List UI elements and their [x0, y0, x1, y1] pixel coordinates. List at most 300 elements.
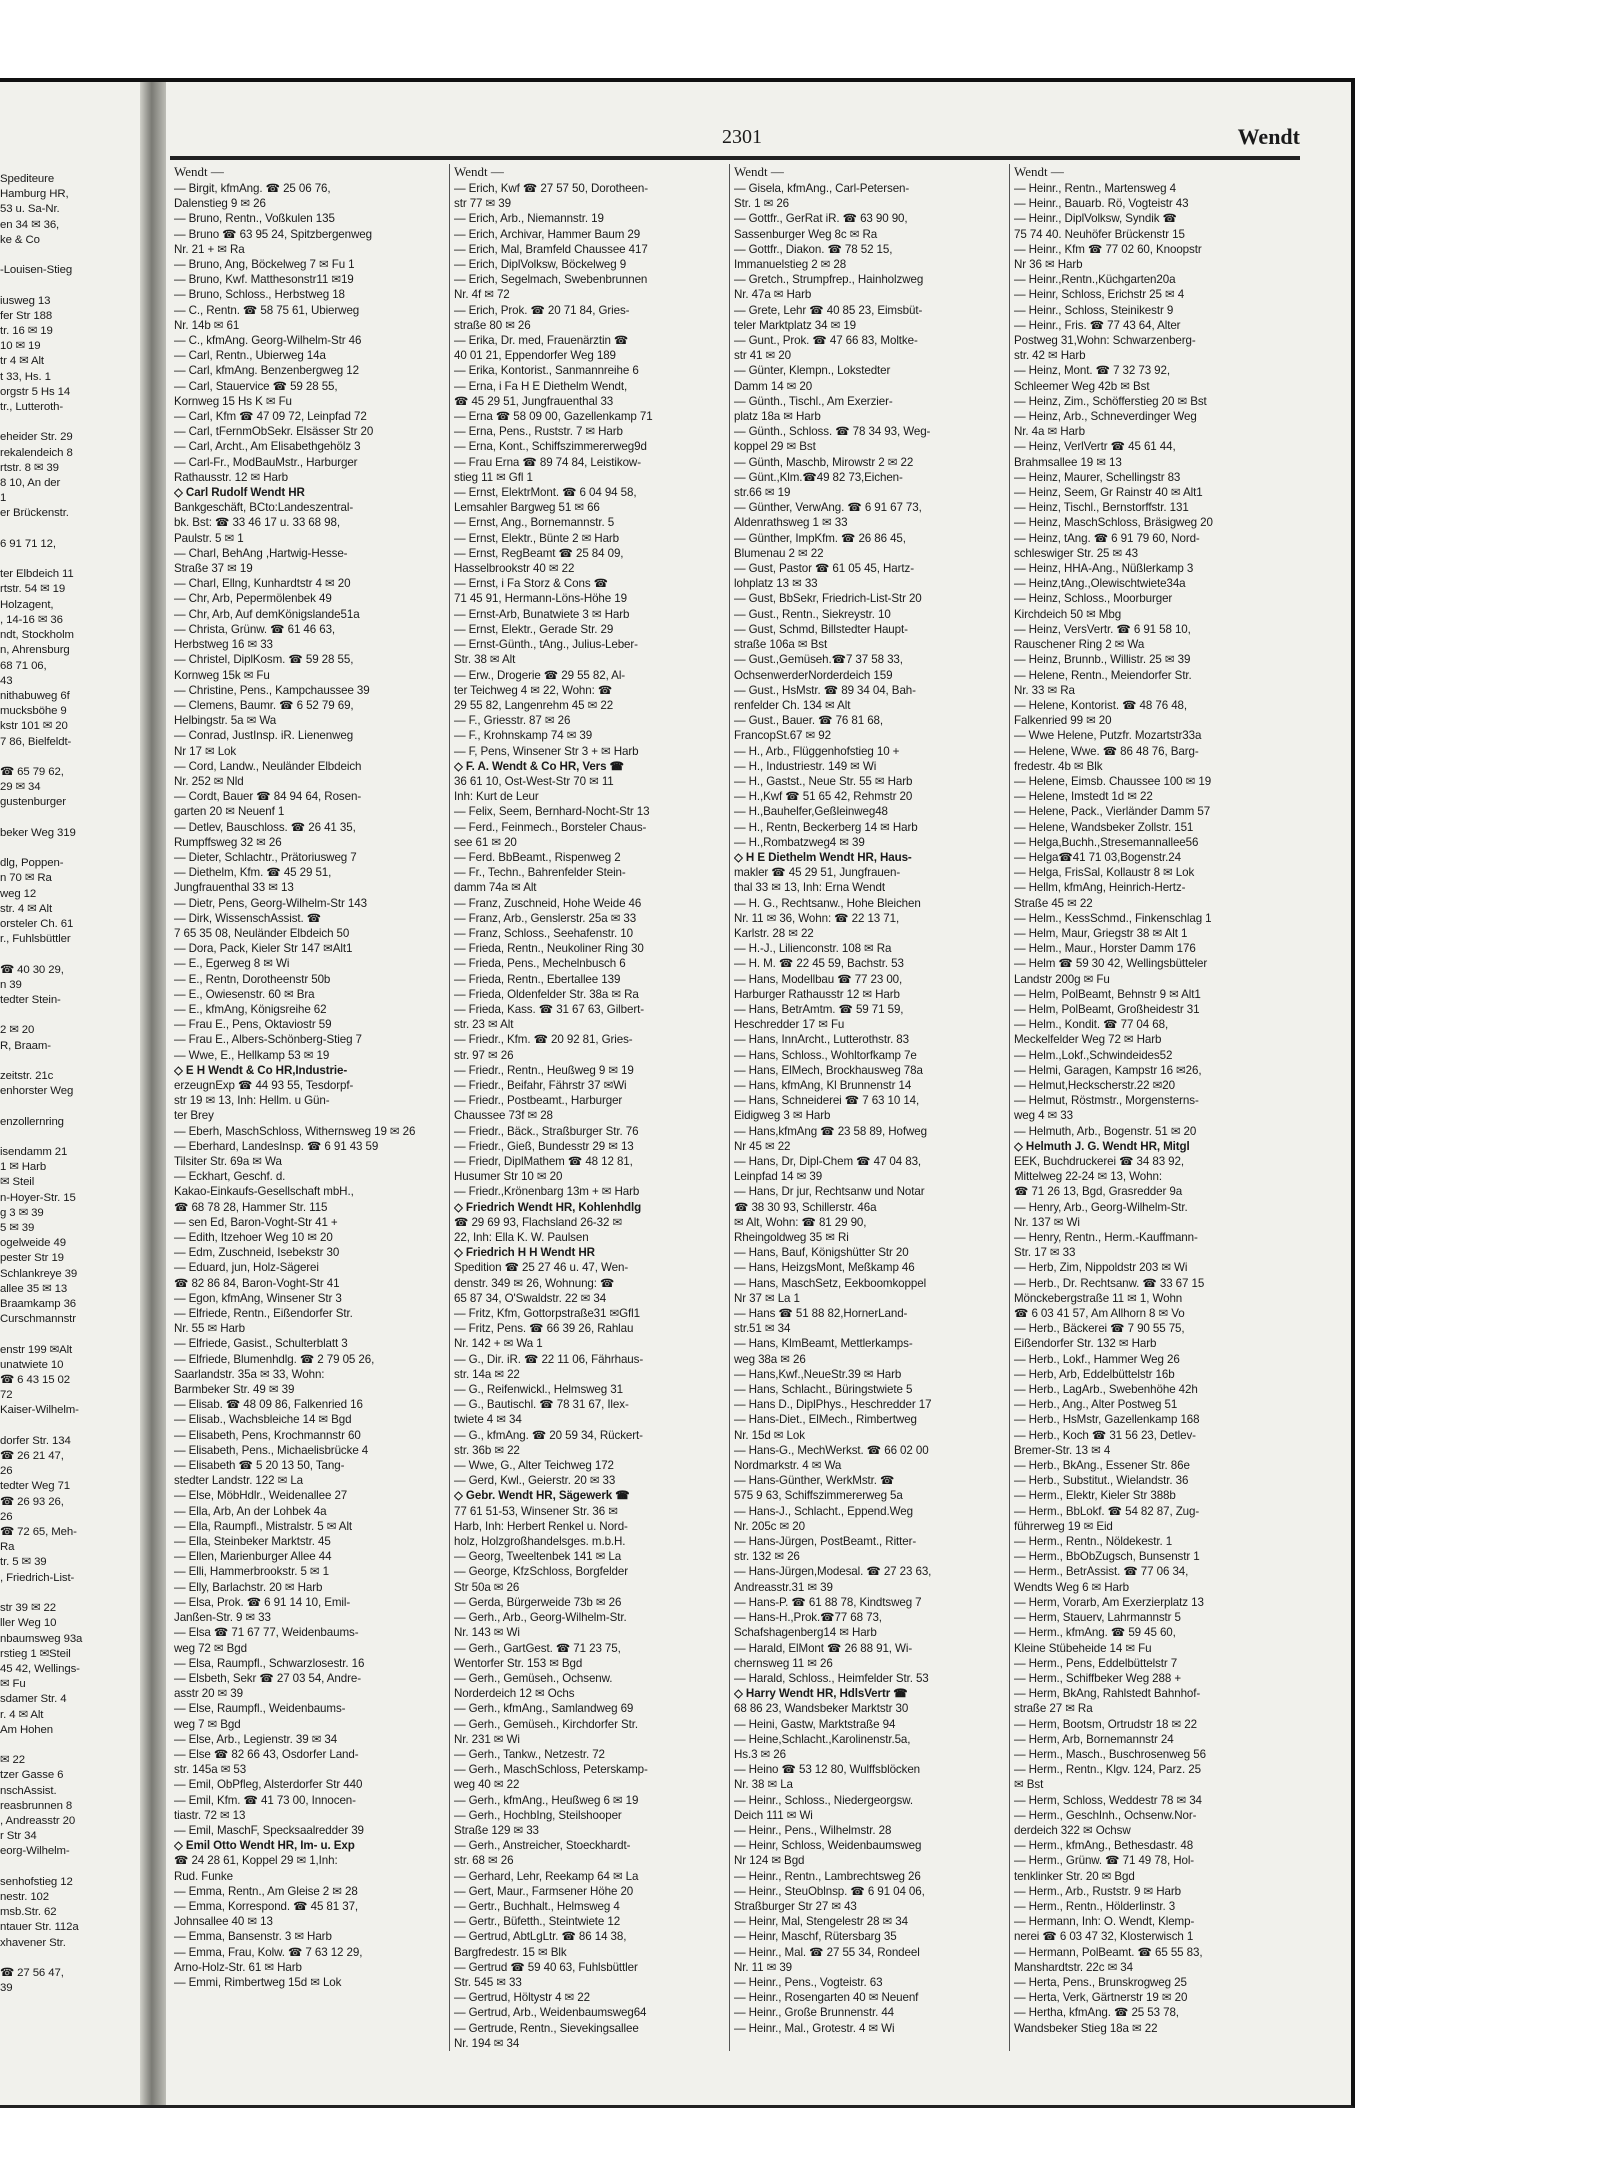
directory-entry-line: — Erw., Drogerie ☎ 29 55 82, Al- — [454, 668, 626, 682]
directory-entry-line: — Fritz, Pens. ☎ 66 39 26, Rahlau — [454, 1322, 634, 1336]
directory-entry-line: — Franz, Arb., Genslerstr. 25a ✉ 33 — [454, 911, 637, 925]
directory-entry-line: — Elsa ☎ 71 67 77, Weidenbaums- — [174, 1626, 359, 1640]
column-2 — [450, 164, 730, 2051]
directory-entry-line: — Hans ☎ 51 88 82,HornerLand- — [734, 1307, 908, 1321]
left-page-fragment-line: tedter Weg 71 — [0, 1480, 71, 1493]
left-page-fragment-line: ☎ 26 93 26, — [0, 1495, 64, 1508]
directory-entry-line: Andreasstr.31 ✉ 39 — [734, 1580, 833, 1594]
directory-entry-line: — Ernst, i Fa Storz & Cons ☎ — [454, 577, 609, 591]
directory-entry-line: weg 40 ✉ 22 — [454, 1778, 520, 1792]
left-page-fragment-line: 7 86, Bielfeldt- — [0, 735, 72, 748]
directory-entry-line: — Gertrud, Arb., Weidenbaumsweg64 — [454, 2006, 647, 2020]
directory-entry-line: — Henry, Arb., Georg-Wilhelm-Str. — [1014, 1200, 1188, 1214]
directory-entry-line: str. 132 ✉ 26 — [734, 1550, 800, 1564]
directory-entry-line: Aldenrathsweg 1 ✉ 33 — [734, 516, 848, 530]
directory-entry-line: — Erich, Archivar, Hammer Baum 29 — [454, 227, 641, 241]
left-page-fragment-line: , Andreasstr 20 — [0, 1814, 76, 1827]
directory-entry-line: — Erich, Kwf ☎ 27 57 50, Dorotheen- — [454, 182, 648, 195]
directory-entry-line: — Herb., Dr. Rechtsanw. ☎ 33 67 15 — [1014, 1276, 1205, 1290]
directory-entry-line: — Helene, Imstedt 1d ✉ 22 — [1014, 790, 1153, 804]
left-page-fragment-line: enhorster Weg — [0, 1085, 74, 1098]
directory-entry-line: — Frau Erna ☎ 89 74 84, Leistikow- — [454, 455, 641, 469]
directory-entry-line: — Eberh, MaschSchloss, Withernsweg 19 ✉ 26 — [174, 1124, 416, 1138]
directory-entry-line: — Gerh., Arb., Georg-Wilhelm-Str. — [454, 1611, 627, 1625]
directory-entry-line: — Herm., Arb., Ruststr. 9 ✉ Harb — [1014, 1884, 1181, 1898]
directory-entry-line: Nr. 33 ✉ Ra — [1014, 683, 1075, 697]
firm-entry-line: ◇ H E Diethelm Wendt HR, Haus- — [734, 850, 912, 864]
directory-entry-line: — Herm., Pens, Eddelbüttelstr 7 — [1014, 1656, 1178, 1670]
directory-entry-line: — Ernst, Elektr., Bünte 2 ✉ Harb — [454, 531, 620, 545]
directory-entry-line: Hasselbrookstr 40 ✉ 22 — [454, 562, 575, 576]
directory-entry-line: ☎ 68 78 28, Hammer Str. 115 — [174, 1200, 328, 1214]
directory-entry-line: — Eberhard, LandesInsp. ☎ 6 91 43 59 — [174, 1139, 379, 1153]
left-page-fragment-line: n 70 ✉ Ra — [0, 872, 52, 885]
directory-entry-line: str. 14a ✉ 22 — [454, 1367, 520, 1381]
left-page-fragment-line: isendamm 21 — [0, 1146, 68, 1158]
directory-entry-line: — Diethelm, Kfm. ☎ 45 29 51, — [174, 866, 332, 880]
directory-entry-line: Nr 17 ✉ Lok — [174, 744, 237, 758]
left-page-fragment-line: weg 12 — [0, 887, 37, 900]
left-page-fragment-line: 6 91 71 12, — [0, 537, 56, 550]
directory-entry-line: Bremer-Str. 13 ✉ 4 — [1014, 1443, 1111, 1457]
directory-entry-line: denstr. 349 ✉ 26, Wohnung: ☎ — [454, 1276, 615, 1290]
directory-entry-line: — Carl-Fr., ModBauMstr., Harburger — [174, 455, 358, 469]
directory-entry-line: — Gust, Pastor ☎ 61 05 45, Hartz- — [734, 562, 914, 576]
directory-entry-line: 36 61 10, Ost-West-Str 70 ✉ 11 — [454, 774, 614, 788]
directory-entry-line: Kirchdeich 50 ✉ Mbg — [1014, 607, 1122, 621]
directory-entry-line: — Dieter, Schlachtr., Prätoriusweg 7 — [174, 850, 357, 864]
left-page-fragment-line — [0, 841, 140, 856]
directory-entry-line: — H.-J., Lilienconstr. 108 ✉ Ra — [734, 942, 892, 956]
left-page-fragment-line — [0, 248, 140, 263]
directory-entry-line: — Friedr.,Krönenbarg 13m + ✉ Harb — [454, 1185, 640, 1199]
directory-entry-line: — Elsa, Raumpfl., Schwarzlosestr. 16 — [174, 1656, 365, 1670]
left-page-fragment-line: zeitstr. 21c — [0, 1069, 54, 1082]
directory-entry-line: — Wwe, E., Hellkamp 53 ✉ 19 — [174, 1048, 330, 1062]
directory-entry-line: damm 74a ✉ Alt — [454, 881, 537, 895]
directory-entry-line: — Erika, Dr. med, Frauenärztin ☎ — [454, 334, 629, 348]
left-page-fragment-line: ller Weg 10 — [0, 1617, 57, 1630]
left-page-fragment-line — [0, 1586, 140, 1601]
directory-entry-line: Nr. 231 ✉ Wi — [454, 1732, 520, 1746]
left-page-fragment-line: ndt, Stockholm — [0, 629, 74, 642]
directory-entry-line: — Helm, PolBeamt, Großheidestr 31 — [1014, 1002, 1200, 1016]
directory-entry-line: — Carl, Rentn., Ubierweg 14a — [174, 349, 326, 363]
directory-entry-line: Harburger Rathausstr 12 ✉ Harb — [734, 987, 900, 1001]
directory-entry-line: — Herm., Schiffbeker Weg 288 + — [1014, 1671, 1182, 1685]
directory-entry-line: — H., Rentn, Beckerberg 14 ✉ Harb — [734, 820, 918, 834]
directory-entry-line: Damm 14 ✉ 20 — [734, 379, 813, 393]
directory-entry-line: — Günther, VerwAng. ☎ 6 91 67 73, — [734, 501, 922, 515]
left-page-fragment-line: ✉ Fu — [0, 1678, 26, 1691]
directory-entry-line: FrancopSt.67 ✉ 92 — [734, 729, 831, 743]
directory-entry-line: — Heini, Gastw, Marktstraße 94 — [734, 1717, 896, 1731]
directory-entry-line: — Herm, BkAng, Rahlstedt Bahnhof- — [1014, 1687, 1201, 1701]
directory-entry-line: — Heinr., Mal. ☎ 27 55 34, Rondeel — [734, 1945, 920, 1959]
directory-entry-line: — H.,Kwf ☎ 51 65 42, Rehmstr 20 — [734, 790, 913, 804]
left-page-fragment-line: Braamkamp 36 — [0, 1298, 77, 1311]
directory-entry-line: Paulstr. 5 ✉ 1 — [174, 531, 244, 545]
left-page-fragment-line: Curschmannstr — [0, 1313, 76, 1326]
column-head: Wendt — — [734, 164, 784, 179]
directory-entry-line: ☎ 82 86 84, Baron-Voght-Str 41 — [174, 1276, 340, 1290]
directory-entry-line: — Carl, kfmAng. Benzenbergweg 12 — [174, 364, 359, 378]
directory-entry-line: — Herm., Rentn., Nöldekestr. 1 — [1014, 1535, 1173, 1549]
directory-entry-line: — Ernst, RegBeamt ☎ 25 84 09, — [454, 546, 624, 560]
directory-entry-line: Kornweg 15k ✉ Fu — [174, 668, 270, 682]
directory-entry-line: — Hans-Günther, WerkMstr. ☎ — [734, 1474, 895, 1488]
directory-entry-line: ☎ 38 30 93, Schillerstr. 46a — [734, 1200, 877, 1214]
directory-entry-line: Wentorfer Str. 153 ✉ Bgd — [454, 1656, 583, 1670]
directory-entry-line: — Heinz, Tischl., Bernstorffstr. 131 — [1014, 501, 1189, 515]
left-page-fragment-line: tedter Stein- — [0, 993, 61, 1006]
directory-entry-line: str.51 ✉ 34 — [734, 1322, 791, 1336]
left-page-fragment-line: R, Braam- — [0, 1039, 51, 1052]
directory-entry-line: — Erna, Pens., Ruststr. 7 ✉ Harb — [454, 425, 623, 439]
directory-entry-line: — Helga, FrisSal, Kollaustr 8 ✉ Lok — [1014, 866, 1195, 880]
directory-entry-line: — Heinr., Schloss, Steinikestr 9 — [1014, 303, 1174, 317]
directory-entry-line: — Friedr, DiplMathem ☎ 48 12 81, — [454, 1155, 633, 1168]
directory-entry-line: Dalenstieg 9 ✉ 26 — [174, 197, 266, 211]
directory-entry-line: Jungfrauenthal 33 ✉ 13 — [174, 881, 294, 895]
directory-entry-line: — Emmi, Rimbertweg 15d ✉ Lok — [174, 1975, 342, 1989]
directory-entry-line: — Heinr., SteuOblnsp. ☎ 6 91 04 06, — [734, 1884, 925, 1898]
directory-entry-line: — Hermann, Inh: O. Wendt, Klemp- — [1014, 1915, 1195, 1929]
left-page-fragment-line — [0, 1419, 140, 1434]
directory-entry-line: — Gust, BbSekr, Friedrich-List-Str 20 — [734, 592, 922, 606]
directory-entry-line: — Emma, Korrespond. ☎ 45 81 37, — [174, 1899, 359, 1913]
directory-entry-line: — Erna ☎ 58 09 00, Gazellenkamp 71 — [454, 410, 653, 424]
directory-entry-line: tenklinker Str. 20 ✉ Bgd — [1014, 1869, 1135, 1883]
left-page-fragment-line: Ra — [0, 1541, 15, 1554]
directory-entry-line: — Gerh., kfmAng., Heußweg 6 ✉ 19 — [454, 1793, 639, 1807]
column-4 — [1010, 164, 1290, 2051]
directory-entry-line: Schafshagenberg14 ✉ Harb — [734, 1626, 877, 1640]
directory-entry-line: str 41 ✉ 20 — [734, 349, 791, 363]
left-page-fragment-line: dlg, Poppen- — [0, 857, 64, 870]
directory-entry-line: Nr. 47a ✉ Harb — [734, 288, 812, 302]
directory-entry-line: Barmbeker Str. 49 ✉ 39 — [174, 1383, 295, 1397]
directory-entry-line: Rathausstr. 12 ✉ Harb — [174, 470, 288, 484]
firm-entry-line: ◇ Helmuth J. G. Wendt HR, Mitgl — [1014, 1139, 1190, 1153]
left-page-fragment-line: Holzagent, — [0, 598, 54, 611]
directory-entry-line: — Heinr., Rosengarten 40 ✉ Neuenf — [734, 1991, 919, 2005]
directory-entry-line: Nr. 11 ✉ 36, Wohn: ☎ 22 13 71, — [734, 911, 900, 925]
directory-entry-line: ☎ 45 29 51, Jungfrauenthal 33 — [454, 394, 614, 408]
directory-entry-line: ✉ Bst — [1014, 1778, 1044, 1792]
directory-entry-line: ter Brey — [174, 1109, 214, 1123]
directory-entry-line: teler Marktplatz 34 ✉ 19 — [734, 318, 857, 332]
directory-entry-line: — Gottfr., Diakon. ☎ 78 52 15, — [734, 242, 893, 256]
directory-entry-line: — Günther, ImpKfm. ☎ 26 86 45, — [734, 531, 906, 545]
directory-entry-line: Nr. 55 ✉ Harb — [174, 1322, 245, 1336]
directory-entry-line: — H.,Rombatzweg4 ✉ 39 — [734, 835, 865, 849]
left-page-fragment-line: 43 — [0, 674, 13, 687]
directory-entry-line: — Hellm, kfmAng, Heinrich-Hertz- — [1014, 881, 1186, 895]
left-page-fragment-line: allee 35 ✉ 13 — [0, 1282, 68, 1295]
directory-entry-line: — Helm, Maur, Griegstr 38 ✉ Alt 1 — [1014, 926, 1188, 940]
directory-entry-line: — Helm ☎ 59 30 42, Wellingsbütteler — [1014, 957, 1208, 971]
directory-entry-line: twiete 4 ✉ 34 — [454, 1413, 522, 1427]
directory-entry-line: — Franz, Schloss., Seehafenstr. 10 — [454, 926, 633, 940]
left-page-fragment-line: Hamburg HR, — [0, 188, 69, 201]
directory-entry-line: — Herta, Pens., Brunskrogweg 25 — [1014, 1975, 1187, 1989]
left-page-fragment-line: n 39 — [0, 978, 22, 991]
directory-entry-line: — Hans, Schloss., Wohltorfkamp 7e — [734, 1048, 917, 1062]
directory-entry-line: — E., Owiesenstr. 60 ✉ Bra — [174, 987, 315, 1001]
directory-entry-line: — Hans, Dr jur, Rechtsanw und Notar — [734, 1185, 925, 1199]
directory-entry-line: thal 33 ✉ 13, Inh: Erna Wendt — [734, 881, 885, 895]
directory-entry-line: Nordmarkstr. 4 ✉ Wa — [734, 1459, 842, 1473]
directory-entry-line: Nr 45 ✉ 22 — [734, 1139, 791, 1153]
directory-entry-line: — Helm, PolBeamt, Behnstr 9 ✉ Alt1 — [1014, 987, 1201, 1001]
directory-entry-line: — Charl, Ellng, Kunhardtstr 4 ✉ 20 — [174, 577, 351, 591]
firm-entry-line: ◇ Friedrich Wendt HR, Kohlenhdlg — [454, 1200, 642, 1214]
directory-entry-line: — Ferd. BbBeamt., Rispenweg 2 — [454, 850, 621, 864]
directory-entry-line: — Hans, Schneiderei ☎ 7 63 10 14, — [734, 1094, 920, 1108]
directory-entry-line: — Edm, Zuschneid, Isebekstr 30 — [174, 1246, 340, 1260]
directory-entry-line: — H., Industriestr. 149 ✉ Wi — [734, 759, 877, 773]
directory-entry-line: — Elsbeth, Sekr ☎ 27 03 54, Andre- — [174, 1671, 361, 1685]
left-page-fragment-line: Schlankreye 39 — [0, 1267, 78, 1280]
directory-entry-line: — Frau E., Albers-Schönberg-Stieg 7 — [174, 1033, 362, 1047]
directory-entry-line: OchsenwerderNorderdeich 159 — [734, 668, 893, 682]
directory-entry-line: str. 36b ✉ 22 — [454, 1443, 520, 1457]
left-page-fragment-line: ☎ 26 21 47, — [0, 1450, 64, 1463]
directory-entry-line: — Conrad, JustInsp. iR. Lienenweg — [174, 729, 354, 743]
directory-entry-line: — Dora, Pack, Kieler Str 147 ✉Alt1 — [174, 942, 353, 956]
directory-entry-line: — Gerh., Anstreicher, Stoeckhardt- — [454, 1839, 631, 1853]
directory-entry-line: — Elfriede, Gasist., Schulterblatt 3 — [174, 1337, 348, 1351]
directory-entry-line: — Frieda, Pens., Mechelnbusch 6 — [454, 957, 626, 971]
directory-entry-line: — Eckhart, Geschf. d. — [174, 1170, 286, 1184]
directory-entry-line: — Detlev, Bauschloss. ☎ 26 41 35, — [174, 820, 356, 834]
directory-entry-line: — Heinz, HHA-Ang., Nüßlerkamp 3 — [1014, 562, 1194, 576]
directory-entry-line: — H.,Bauhelfer,Geßleinweg48 — [734, 805, 888, 819]
directory-entry-line: — Elisab. ☎ 48 09 86, Falkenried 16 — [174, 1398, 363, 1412]
directory-entry-line: — Helm.,Lokf.,Schwindeides52 — [1014, 1048, 1173, 1062]
left-page-fragment-line — [0, 552, 140, 567]
column-1 — [170, 164, 450, 2051]
firm-entry-line: ◇ Friedrich H H Wendt HR — [454, 1246, 595, 1260]
directory-entry-line: — Heinr., DiplVolksw, Syndik ☎ — [1014, 212, 1177, 226]
directory-entry-line: stieg 11 ✉ Gfl 1 — [454, 470, 533, 484]
directory-entry-line: — Carl, Archt., Am Elisabethgehölz 3 — [174, 440, 361, 454]
left-page-fragment-line — [0, 750, 140, 765]
column-head: Wendt — — [454, 164, 504, 179]
left-page-fragment-line: msb.Str. 62 — [0, 1906, 57, 1919]
directory-entry-line: — Frieda, Rentn., Neukoliner Ring 30 — [454, 942, 644, 956]
directory-entry-line: — Herb., HsMstr, Gazellenkamp 168 — [1014, 1413, 1200, 1427]
directory-entry-line: Brahmsallee 19 ✉ 13 — [1014, 455, 1122, 469]
directory-entry-line: — Gerh., GartGest. ☎ 71 23 75, — [454, 1641, 621, 1655]
directory-entry-line: straße 27 ✉ Ra — [1014, 1702, 1093, 1716]
left-page-fragment-line: ntauer Str. 112a — [0, 1921, 79, 1934]
directory-entry-line: — Heinz, Mont. ☎ 7 32 73 92, — [1014, 364, 1170, 378]
directory-entry-line: platz 18a ✉ Harb — [734, 410, 821, 424]
directory-entry-line: Kleine Stübeheide 14 ✉ Fu — [1014, 1641, 1152, 1655]
directory-entry-line: Meckelfelder Weg 72 ✉ Harb — [1014, 1033, 1162, 1047]
directory-entry-line: — Hans, KlmBeamt, Mettlerkamps- — [734, 1337, 913, 1351]
left-page-fragment-line: mucksböhe 9 — [0, 705, 67, 718]
directory-entry-line: — Bruno, Schloss., Herbstweg 18 — [174, 288, 345, 302]
directory-entry-line: — George, KfzSchloss, Borgfelder — [454, 1565, 629, 1579]
directory-entry-line: führerweg 19 ✉ Eid — [1014, 1519, 1113, 1533]
directory-entry-line: — Gerh., MaschSchloss, Peterskamp- — [454, 1763, 648, 1777]
left-page-fragment-line: t 33, Hs. 1 — [0, 370, 51, 383]
left-page-fragment-line: gustenburger — [0, 796, 66, 809]
directory-entry-line: Harb, Inh: Herbert Renkel u. Nord- — [454, 1519, 628, 1533]
directory-entry-line: — Carl, Kfm ☎ 47 09 72, Leinpfad 72 — [174, 410, 367, 424]
directory-entry-line: Inh: Kurt de Leur — [454, 790, 539, 804]
directory-entry-line: — Heinr., Rentn., Lambrechtsweg 26 — [734, 1869, 921, 1883]
directory-entry-line: — Erich, Mal, Bramfeld Chaussee 417 — [454, 242, 648, 256]
left-page-fragment-line: sdamer Str. 4 — [0, 1693, 67, 1706]
directory-entry-line: — Ernst, Ang., Bornemannstr. 5 — [454, 516, 615, 530]
directory-entry-line: — Heinz, VerlVertr ☎ 45 61 44, — [1014, 440, 1176, 454]
left-page-fragment-line: str. 4 ✉ Alt — [0, 902, 53, 915]
directory-entry-line: — Hans-P. ☎ 61 88 78, Kindtsweg 7 — [734, 1595, 922, 1609]
column-head: Wendt — — [174, 164, 224, 179]
directory-entry-line: — Ernst-Arb, Bunatwiete 3 ✉ Harb — [454, 607, 630, 621]
directory-entry-line: 68 86 23, Wandsbeker Marktstr 30 — [734, 1702, 909, 1716]
directory-entry-line: — Harald, Schloss., Heimfelder Str. 53 — [734, 1671, 929, 1685]
directory-entry-line: — H., Arb., Flüggenhofstieg 10 + — [734, 744, 900, 758]
directory-entry-line: Nr. 205c ✉ 20 — [734, 1519, 805, 1533]
directory-entry-line: — Herm, Vorarb, Am Exerzierplatz 13 — [1014, 1595, 1204, 1609]
directory-entry-line: — Heinr, Schloss, Erichstr 25 ✉ 4 — [1014, 288, 1185, 302]
directory-entry-line: stedter Landstr. 122 ✉ La — [174, 1474, 304, 1488]
left-page-fragment-line: ☎ 6 43 15 02 — [0, 1374, 70, 1387]
directory-entry-line: fredestr. 4b ✉ Blk — [1014, 759, 1103, 773]
directory-entry-line: — Else, Arb., Legienstr. 39 ✉ 34 — [174, 1732, 338, 1746]
directory-entry-line: Bargfredestr. 15 ✉ Blk — [454, 1945, 567, 1959]
directory-entry-line: — Gertr., Buchhalt., Helmsweg 4 — [454, 1899, 620, 1913]
directory-entry-line: — Heinr., Pens., Wilhelmstr. 28 — [734, 1823, 892, 1837]
left-page-fragment-line: eheider Str. 29 — [0, 431, 73, 444]
directory-entry-line: Nr. 21 + ✉ Ra — [174, 242, 245, 256]
directory-entry-line: — Gerh., Gemüseh., Kirchdorfer Str. — [454, 1717, 638, 1731]
left-page-fragment-line — [0, 1327, 140, 1342]
directory-entry-line: 75 74 40. Neuhöfer Brückenstr 15 — [1014, 227, 1185, 241]
directory-entry-line: Nr 36 ✉ Harb — [1014, 258, 1083, 272]
directory-entry-line: — Herb, Arb, Eddelbüttelstr 16b — [1014, 1367, 1175, 1381]
directory-entry-line: — Ella, Steinbeker Marktstr. 45 — [174, 1535, 331, 1549]
directory-entry-line: — Ellen, Marienburger Allee 44 — [174, 1550, 332, 1564]
left-page-fragment-line: pester Str 19 — [0, 1252, 64, 1265]
firm-entry-line: ◇ Harry Wendt HR, HdlsVertr ☎ — [734, 1687, 908, 1701]
directory-entry-line: — Herb., Bäckerei ☎ 7 90 55 75, — [1014, 1322, 1185, 1336]
directory-entry-line: — Gertrud, Höltystr 4 ✉ 22 — [454, 1991, 590, 2005]
directory-entry-line: — Ferd., Feinmech., Borsteler Chaus- — [454, 820, 647, 834]
directory-entry-line: — Gertr., Büfetth., Steintwiete 12 — [454, 1915, 621, 1929]
header-rule — [170, 156, 1300, 160]
left-page-fragment-line: 1 — [0, 492, 7, 505]
directory-entry-line: — Herm., BetrAssist. ☎ 77 06 34, — [1014, 1565, 1189, 1579]
directory-entry-line: — Dirk, WissenschAssist. ☎ — [174, 911, 322, 925]
directory-entry-line: — Heinz, Seem, Gr Rainstr 40 ✉ Alt1 — [1014, 486, 1203, 500]
directory-entry-line: — F., Griesstr. 87 ✉ 26 — [454, 714, 571, 728]
directory-entry-line: — Gerh., kfmAng., Samlandweg 69 — [454, 1702, 634, 1716]
left-page-fragment-line: n-Hoyer-Str. 15 — [0, 1191, 76, 1204]
directory-entry-line: — Helm., Kondit. ☎ 77 04 68, — [1014, 1018, 1169, 1032]
left-page-fragment-line: nestr. 102 — [0, 1890, 50, 1903]
directory-entry-line: weg 7 ✉ Bgd — [174, 1717, 241, 1731]
directory-entry-line: — Cord, Landw., Neuländer Elbdeich — [174, 759, 362, 773]
directory-entry-line: Rheingoldweg 35 ✉ Ri — [734, 1231, 849, 1245]
directory-entry-line: Johnsallee 40 ✉ 13 — [174, 1915, 273, 1929]
left-page-fragment-line: 5 ✉ 39 — [0, 1222, 35, 1235]
left-page-fragment-line — [0, 1951, 140, 1966]
left-page-fragment-line: r. 4 ✉ Alt — [0, 1708, 44, 1721]
directory-entry-line: — Herm., kfmAng. ☎ 59 45 60, — [1014, 1626, 1176, 1640]
directory-entry-line: Str. 38 ✉ Alt — [454, 653, 516, 667]
directory-entry-line: — Erna, Kont., Schiffszimmererweg9d — [454, 440, 647, 454]
left-page-fragment-line: 8 10, An der — [0, 477, 61, 490]
directory-entry-line: — Emma, Frau, Kolw. ☎ 7 63 12 29, — [174, 1945, 363, 1959]
left-page-fragment-line: enstr 199 ✉Alt — [0, 1343, 73, 1356]
directory-entry-line: Tilsiter Str. 69a ✉ Wa — [174, 1155, 282, 1168]
directory-entry-line: Spedition ☎ 25 27 46 u. 47, Wen- — [454, 1261, 629, 1275]
directory-entry-line: — E., Egerweg 8 ✉ Wi — [174, 957, 290, 971]
directory-entry-line: — Heinr., Schloss., Niedergeorgsw. — [734, 1793, 913, 1807]
directory-entry-line: — Günth, Maschb, Mirowstr 2 ✉ 22 — [734, 455, 914, 469]
directory-entry-line: — Felix, Seem, Bernhard-Nocht-Str 13 — [454, 805, 650, 819]
left-page-fragment-line: eorg-Wilhelm- — [0, 1845, 70, 1858]
directory-entry-line: bk. Bst: ☎ 33 46 17 u. 33 68 98, — [174, 516, 340, 530]
left-page-fragment-line: ke & Co — [0, 233, 40, 246]
directory-entry-line: str. 68 ✉ 26 — [454, 1854, 514, 1868]
directory-entry-line: — Edith, Itzehoer Weg 10 ✉ 20 — [174, 1231, 333, 1245]
directory-entry-line: tiastr. 72 ✉ 13 — [174, 1808, 246, 1822]
directory-entry-line: asstr 20 ✉ 39 — [174, 1687, 243, 1701]
directory-entry-line: — Hans D., DiplPhys., Heschredder 17 — [734, 1398, 932, 1412]
directory-entry-line: — Henry, Rentn., Herm.-Kauffmann- — [1014, 1231, 1198, 1245]
directory-entry-line: — Gust., HsMstr. ☎ 89 34 04, Bah- — [734, 683, 916, 697]
left-page-fragment-line: r Str 34 — [0, 1830, 37, 1843]
directory-entry-line: — Hans-J., Schlacht., Eppend.Weg — [734, 1504, 913, 1518]
directory-entry-line: Landstr 200g ✉ Fu — [1014, 972, 1110, 986]
left-page-fragment-line: 2 ✉ 20 — [0, 1024, 35, 1037]
left-page-fragment-line: nschAssist. — [0, 1784, 57, 1797]
directory-entry-line: nerei ☎ 6 03 47 32, Klosterwisch 1 — [1014, 1930, 1194, 1944]
left-page-fragment-line: ☎ 72 65, Meh- — [0, 1526, 77, 1539]
directory-entry-line: — Elisabeth, Pens., Michaelisbrücke 4 — [174, 1443, 369, 1457]
book-gutter — [140, 82, 166, 2105]
directory-entry-line: — Ella, Arb, An der Lohbek 4a — [174, 1504, 327, 1518]
directory-entry-line: Blumenau 2 ✉ 22 — [734, 546, 824, 560]
directory-entry-line: — Heinr., Rentn., Martensweg 4 — [1014, 182, 1176, 195]
left-page-fragment-line: ogelweide 49 — [0, 1237, 66, 1250]
directory-entry-line: — Bruno ☎ 63 95 24, Spitzbergenweg — [174, 227, 372, 241]
directory-entry-line: — Chr, Arb, Pepermölenbek 49 — [174, 592, 332, 606]
directory-entry-line: — Emil, ObPfleg, Alsterdorfer Str 440 — [174, 1778, 363, 1792]
left-page-fragment-line: fer Str 188 — [0, 309, 53, 322]
directory-entry-line: — Heinz, MaschSchloss, Bräsigweg 20 — [1014, 516, 1213, 530]
directory-entry-line: — Ernst, Elektr., Gerade Str. 29 — [454, 622, 614, 636]
directory-entry-line: — Herb., Koch ☎ 31 56 23, Detlev- — [1014, 1428, 1196, 1442]
directory-entry-line: — Helm., Maur., Horster Damm 176 — [1014, 942, 1196, 956]
directory-entry-line: chernsweg 11 ✉ 26 — [734, 1656, 833, 1670]
left-page-fragment-line: , 14-16 ✉ 36 — [0, 613, 63, 626]
left-page-fragment-line — [0, 811, 140, 826]
column-head: Wendt — — [1014, 164, 1064, 179]
left-page-fragment-line: unatwiete 10 — [0, 1358, 64, 1371]
left-page-fragment-line — [0, 415, 140, 430]
left-page-fragment-line: 26 — [0, 1510, 13, 1523]
directory-entry-line: — Clemens, Baumr. ☎ 6 52 79 69, — [174, 698, 354, 712]
directory-entry-line: — Heinr., Pens., Vogteistr. 63 — [734, 1975, 883, 1989]
